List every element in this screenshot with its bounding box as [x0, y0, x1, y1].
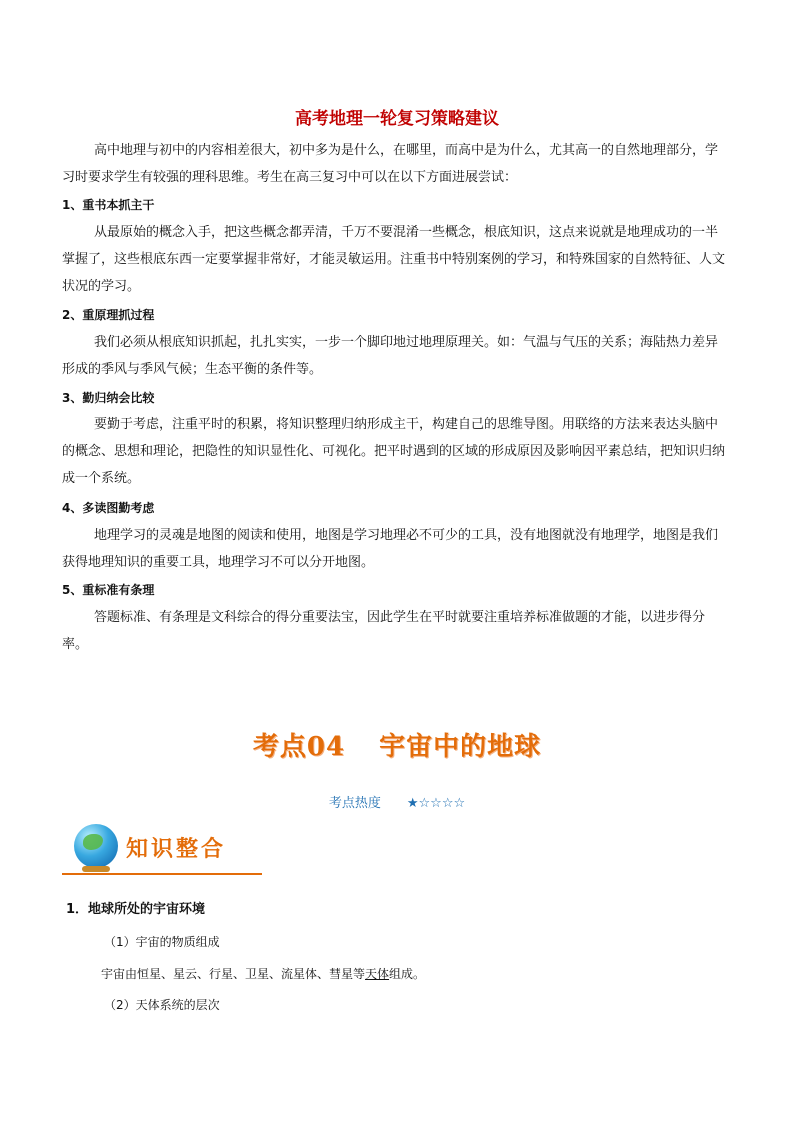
intro-paragraph: 高中地理与初中的内容相差很大，初中多为是什么，在哪里，而高中是为什么，尤其高一的自然地理部分，学习时要求学生有较强的理科思维。考生在高三复习中可以在以下方面进展尝试： — [62, 143, 719, 185]
document-title: 高考地理一轮复习策略建议 — [295, 109, 499, 129]
section-heading-3: 3、勤归纳会比较 — [62, 391, 155, 405]
heat-label: 考点热度 — [328, 796, 381, 811]
section-body-3: 要勤于考虑，注重平时的积累，将知识整理归纳形成主干，构建自己的思维导图。用联络的方法来表达头脑中的概念、思想和理论，把隐性的知识显性化、可视化。把平时遇到的区域的形成原因及影响因平素总结，把知识归纳成一个系统。 — [62, 417, 726, 486]
subpoint-1-text-end: 组成。 — [389, 967, 426, 981]
banner-underline — [62, 873, 262, 875]
topic-number: 考点04 — [252, 732, 346, 762]
section-heading-4: 4、多读图勤考虑 — [62, 501, 155, 515]
topic-title — [0, 726, 794, 763]
globe-icon — [74, 824, 118, 868]
subpoint-2: （2）天体系统的层次 — [104, 998, 220, 1012]
banner-label: 知识整合 — [126, 836, 227, 862]
section-heading-5: 5、重标准有条理 — [62, 583, 155, 597]
topic-heat — [0, 792, 794, 811]
subpoint-1: （1）宇宙的物质组成 — [104, 935, 220, 949]
knowledge-point-heading: 1．地球所处的宇宙环境 — [66, 902, 206, 917]
section-body-2: 我们必须从根底知识抓起，扎扎实实，一步一个脚印地过地理原理关。如：气温与气压的关系；海陆热力差异形成的季风与季风气候；生态平衡的条件等。 — [62, 335, 719, 377]
topic-name: 宇宙中的地球 — [379, 732, 542, 762]
section-body-5: 答题标准、有条理是文科综合的得分重要法宝，因此学生在平时就要注重培养标准做题的才能，以进步得分率。 — [62, 610, 706, 652]
knowledge-banner — [62, 820, 262, 876]
underlined-term: 天体 — [365, 967, 390, 981]
subpoint-1-text — [101, 965, 425, 982]
globe-stand — [82, 866, 110, 872]
section-heading-2: 2、重原理抓过程 — [62, 308, 155, 322]
section-body-4: 地理学习的灵魂是地图的阅读和使用，地图是学习地理必不可少的工具，没有地图就没有地理学，地图是我们获得地理知识的重要工具，地理学习不可以分开地图。 — [62, 528, 719, 570]
heat-stars: ★☆☆☆☆ — [406, 796, 466, 811]
section-body-1: 从最原始的概念入手，把这些概念都弄清，千万不要混淆一些概念，根底知识，这点来说就是地理成功的一半掌握了，这些根底东西一定要掌握非常好，才能灵敏运用。注重书中特别案例的学习，和特殊国家的自然特征、人文状况的学习。 — [62, 225, 726, 294]
section-heading-1: 1、重书本抓主干 — [62, 198, 155, 212]
subpoint-1-text-part: 宇宙由恒星、星云、行星、卫星、流星体、彗星等 — [101, 967, 366, 981]
